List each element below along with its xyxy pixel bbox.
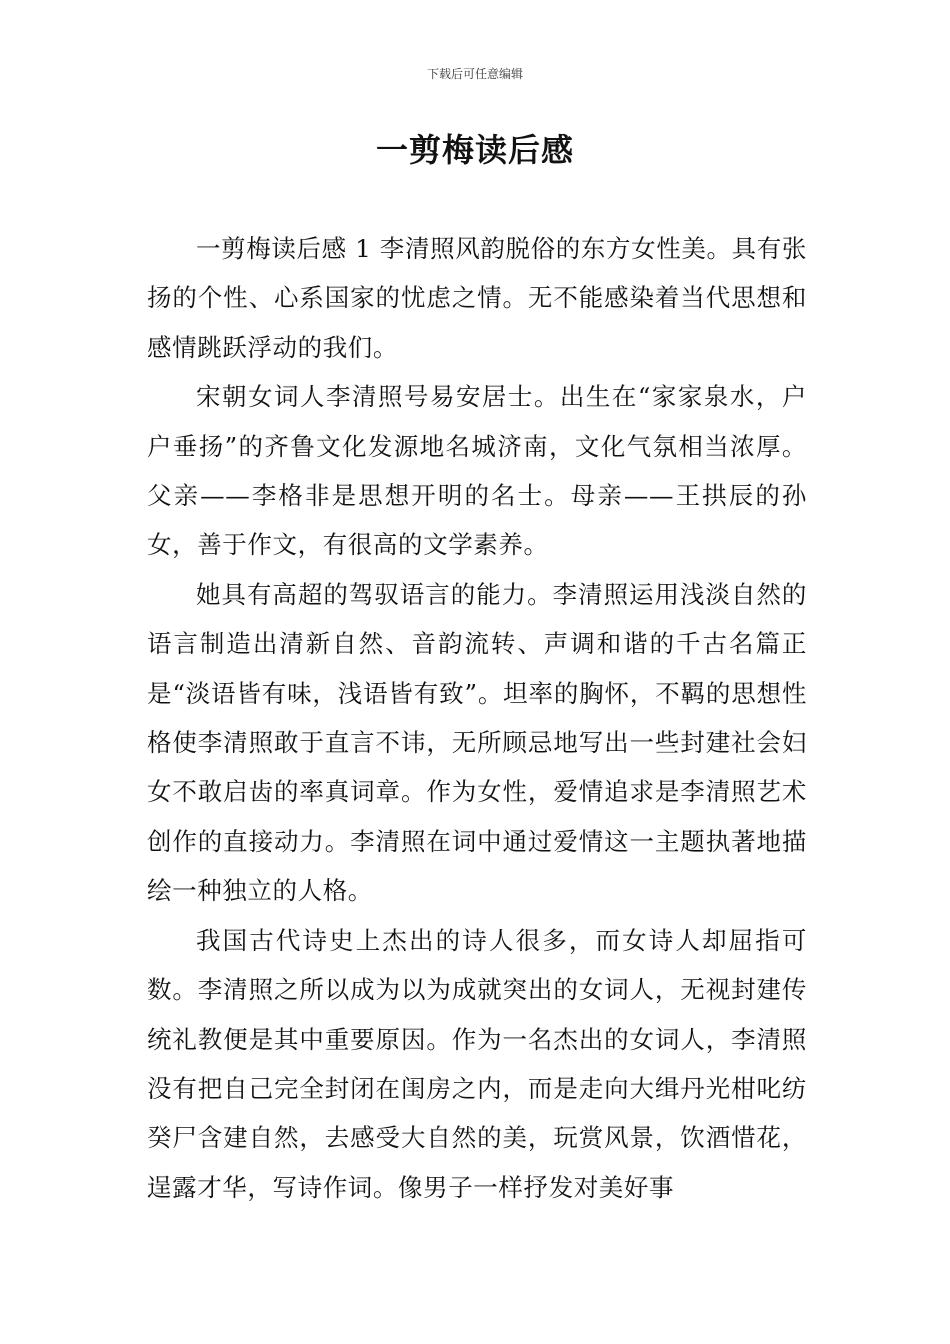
- paragraph-2: 宋朝女词人李清照号易安居士。出生在“家家泉水，户户垂扬”的齐鲁文化发源地名城济南，文化气氛相当浓厚。父亲——李格非是思想开明的名士。母亲——王拱辰的孙女，善于作文，有很高的文学素养。: [147, 382, 807, 560]
- paragraph-4: 我国古代诗史上杰出的诗人很多，而女诗人却屈指可数。李清照之所以成为以为成就突出的女词人，无视封建传统礼教便是其中重要原因。作为一名杰出的女词人，李清照没有把自己完全封闭在闺房之内，而是走向大缉丹光柑叱纺癸尸含建自然，去感受大自然的美，玩赏风景，饮酒惜花，逞露才华，写诗作词。像男子一样抒发对美好事: [147, 925, 807, 1202]
- header-note: 下载后可任意编辑: [426, 67, 523, 81]
- paragraph-1: 一剪梅读后感 1 李清照风韵脱俗的东方女性美。具有张扬的个性、心系国家的忧虑之情。无不能感染着当代思想和感情跳跃浮动的我们。: [147, 234, 807, 362]
- body-text: [147, 224, 807, 1212]
- page-title: 一剪梅读后感: [375, 131, 574, 169]
- paragraph-3: 她具有高超的驾驭语言的能力。李清照运用浅淡自然的语言制造出清新自然、音韵流转、声调和谐的千古名篇正是“淡语皆有味，浅语皆有致”。坦率的胸怀，不羁的思想性格使李清照敢于直言不讳，无所顾忌地写出一些封建社会妇女不敢启齿的率真词章。作为女性，爱情追求是李清照艺术创作的直接动力。李清照在词中通过爱情这一主题执著地描绘一种独立的人格。: [147, 579, 807, 906]
